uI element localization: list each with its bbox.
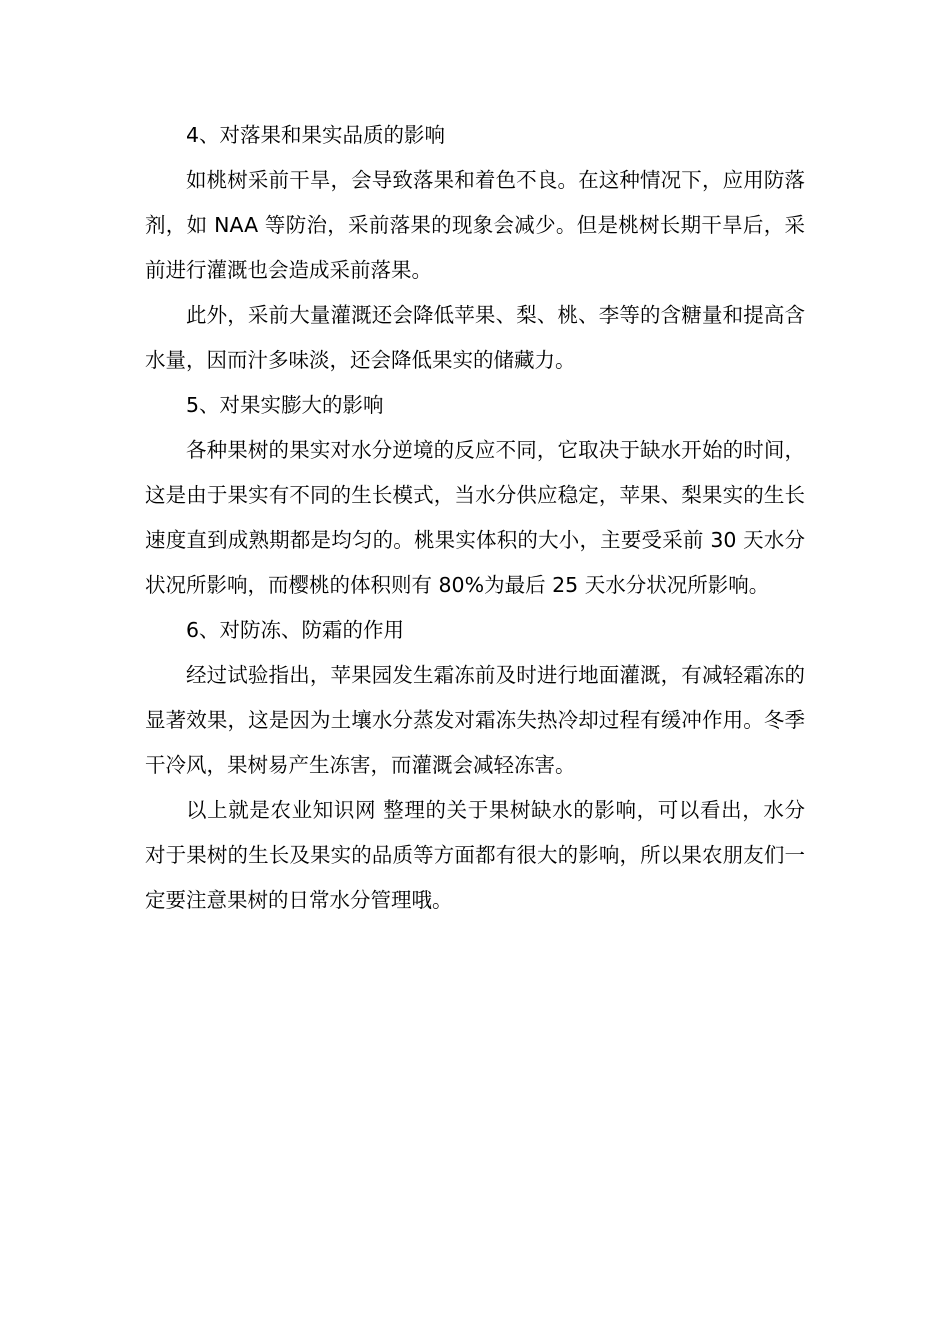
document-body: [145, 113, 805, 923]
paragraph: 以上就是农业知识网 整理的关于果树缺水的影响，可以看出，水分对于果树的生长及果实的品质等方面都有很大的影响，所以果农朋友们一定要注意果树的日常水分管理哦。: [145, 798, 805, 912]
section-heading-4: 4、对落果和果实品质的影响: [186, 123, 446, 147]
paragraph: 如桃树采前干旱，会导致落果和着色不良。在这种情况下，应用防落剂，如 NAA 等防治，采前落果的现象会减少。但是桃树长期干旱后，采前进行灌溉也会造成采前落果。: [145, 168, 805, 282]
paragraph: 经过试验指出，苹果园发生霜冻前及时进行地面灌溉，有减轻霜冻的显著效果，这是因为土壤水分蒸发对霜冻失热冷却过程有缓冲作用。冬季干冷风，果树易产生冻害，而灌溉会减轻冻害。: [145, 663, 805, 777]
paragraph: 各种果树的果实对水分逆境的反应不同，它取决于缺水开始的时间，这是由于果实有不同的生长模式，当水分供应稳定，苹果、梨果实的生长速度直到成熟期都是均匀的。桃果实体积的大小，主要受采前 30 天水分状况所影响，而樱桃的体积则有 80%为最后 25 天水分状况所影响。: [145, 438, 805, 597]
section-heading-5: 5、对果实膨大的影响: [186, 393, 384, 417]
paragraph: 此外，采前大量灌溉还会降低苹果、梨、桃、李等的含糖量和提高含水量，因而汁多味淡，还会降低果实的储藏力。: [145, 303, 805, 372]
section-heading-6: 6、对防冻、防霜的作用: [186, 618, 405, 642]
